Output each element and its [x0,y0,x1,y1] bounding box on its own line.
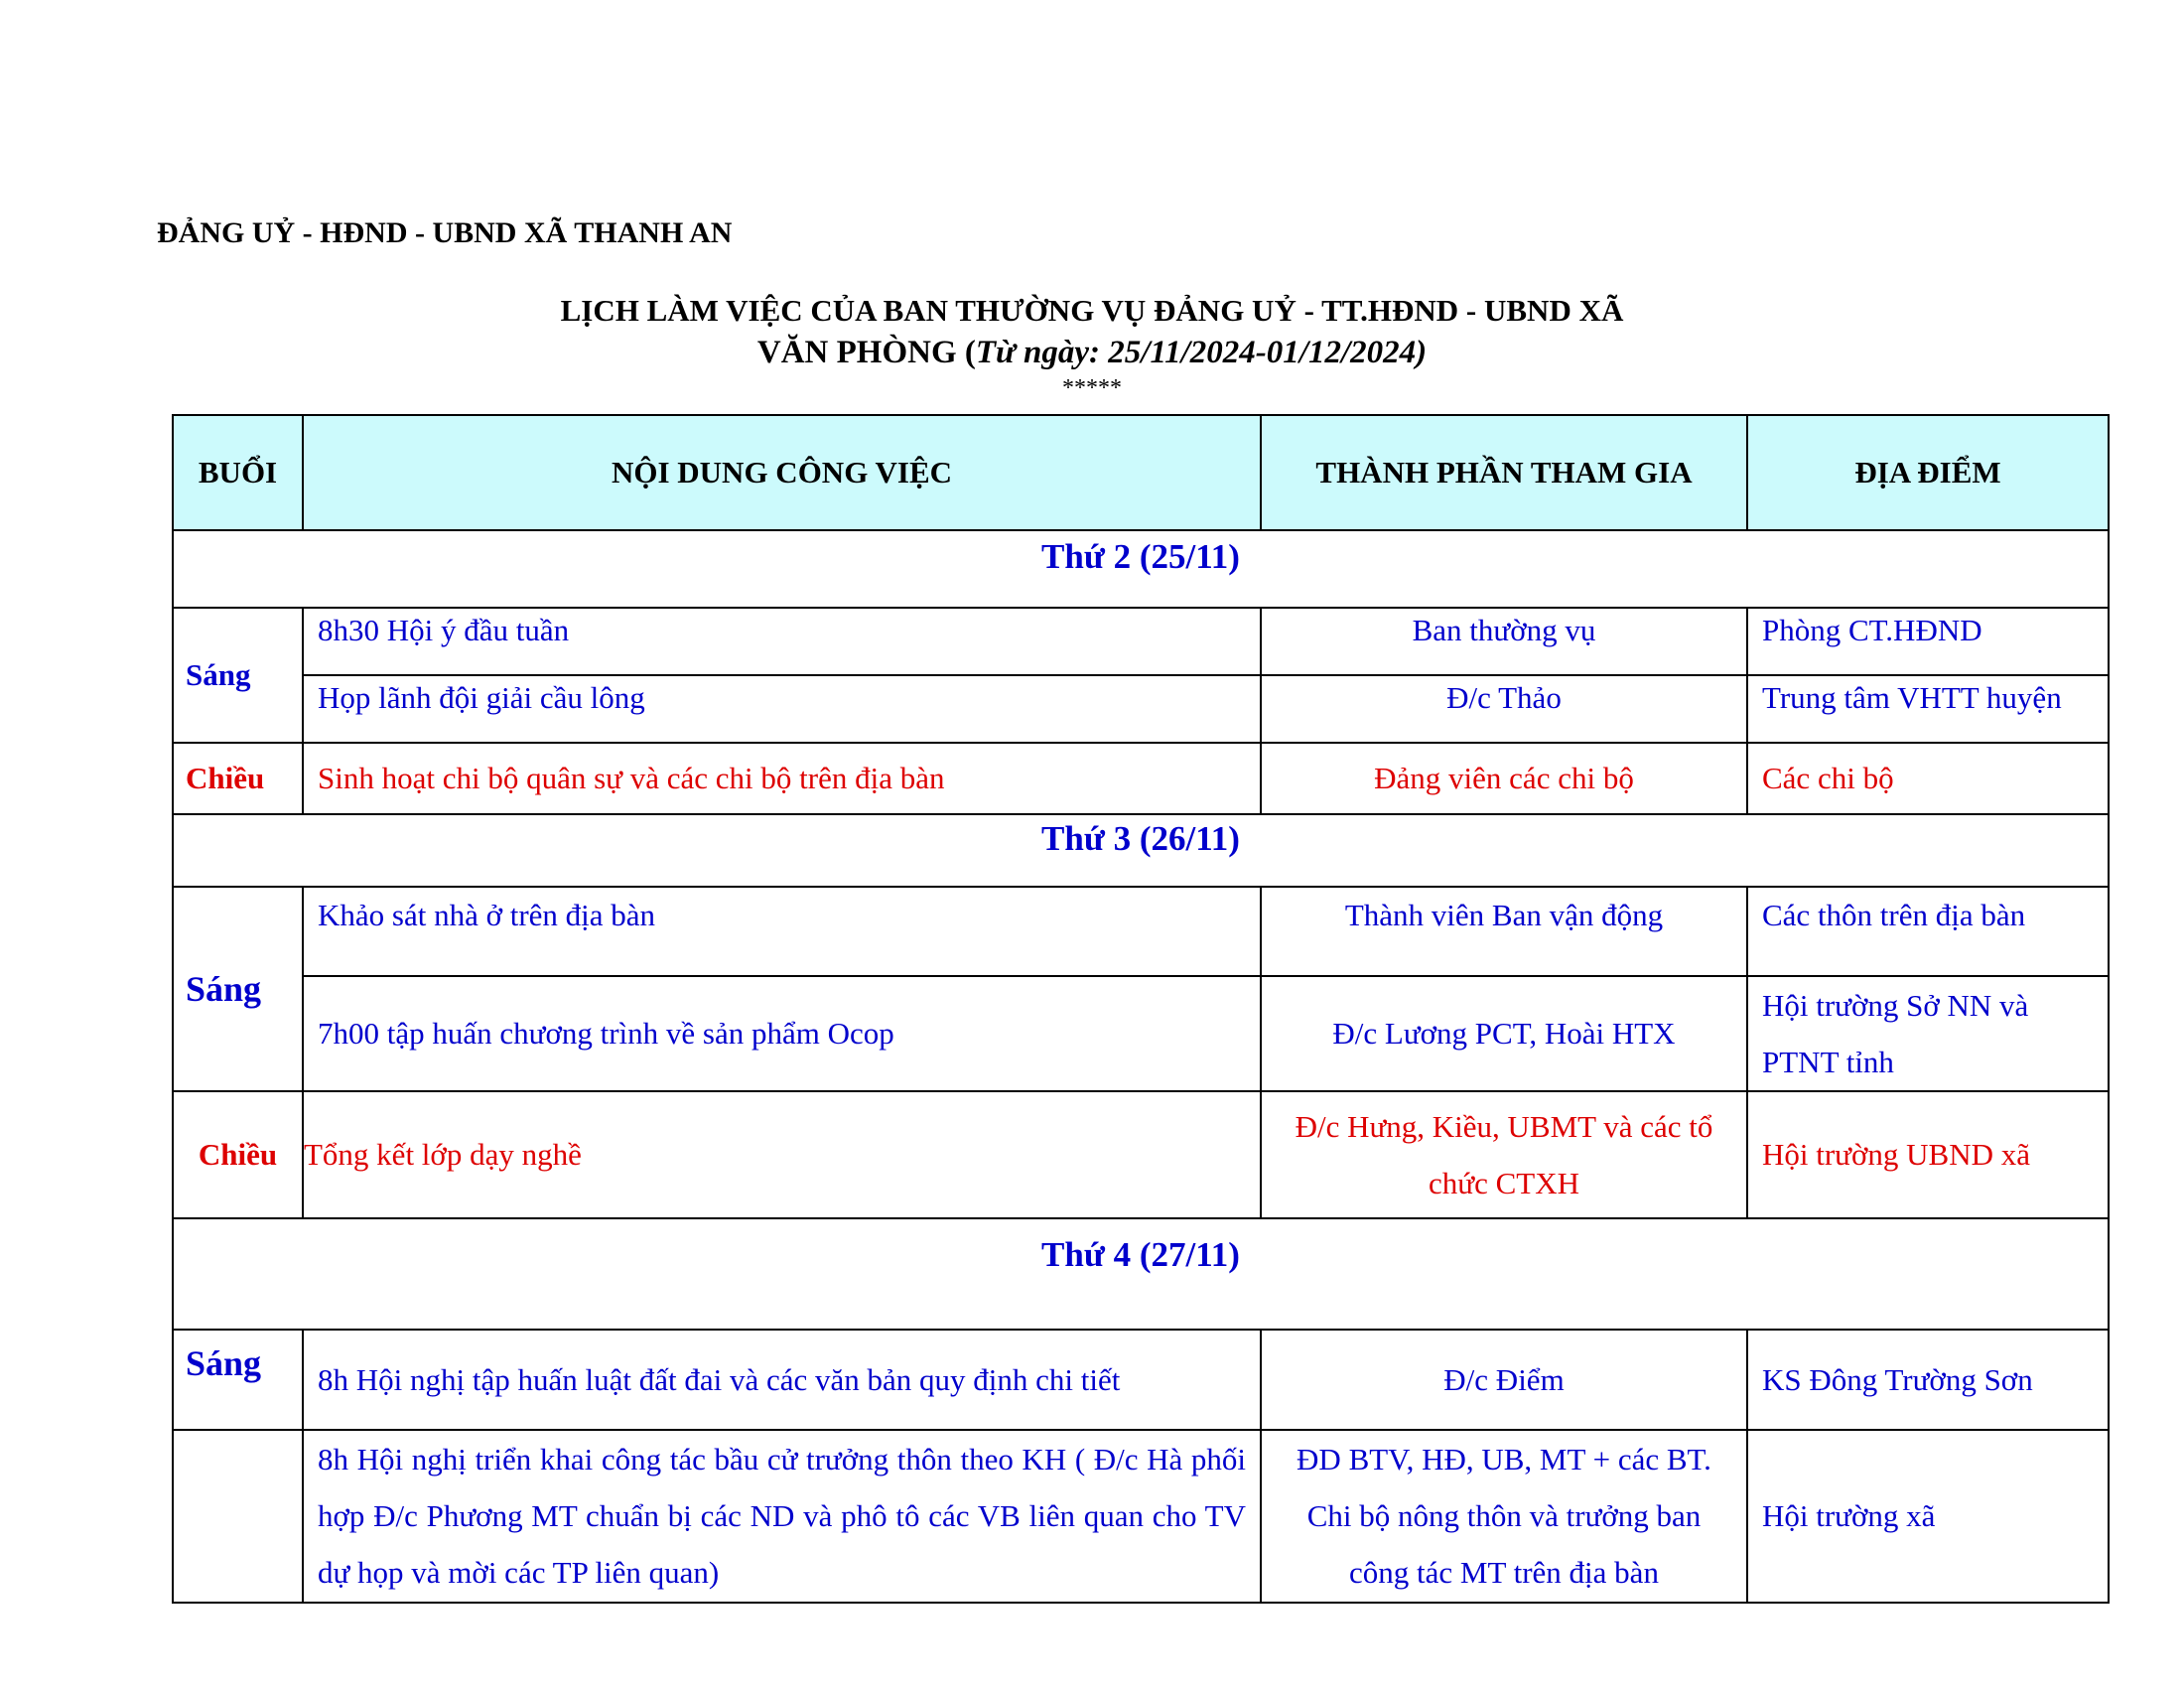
participants-cell: Đ/c Thảo [1261,675,1747,743]
content-cell: 7h00 tập huấn chương trình về sản phẩm Ocop [303,976,1261,1091]
location-cell: Hội trường UBND xã [1747,1091,2109,1218]
table-row [173,976,2109,1091]
participants-cell: Ban thường vụ [1261,608,1747,675]
table-row [173,1330,2109,1430]
column-header-session: BUỔI [173,415,303,530]
table-row [173,887,2109,976]
participants-cell: Đ/c Điểm [1261,1330,1747,1430]
day-row [173,530,2109,608]
session-cell: Chiều [173,1091,303,1218]
location-cell: Hội trường xã [1747,1430,2109,1603]
organization-header: ĐẢNG UỶ - HĐND - UBND XÃ THANH AN [157,216,733,249]
location-cell: Các chi bộ [1747,743,2109,814]
session-cell: Chiều [173,743,303,814]
content-cell: Họp lãnh đội giải cầu lông [303,675,1261,743]
table-row [173,675,2109,743]
day-label: Thứ 3 (26/11) [173,814,2109,887]
content-cell: 8h30 Hội ý đầu tuần [303,608,1261,675]
session-cell: Sáng [173,1330,303,1430]
location-cell: Phòng CT.HĐND [1747,608,2109,675]
table-row [173,1091,2109,1218]
location-cell: Trung tâm VHTT huyện [1747,675,2109,743]
day-row [173,1218,2109,1330]
column-header-content: NỘI DUNG CÔNG VIỆC [303,415,1261,530]
session-cell: Sáng [173,887,303,1091]
participants-cell: ĐD BTV, HĐ, UB, MT + các BT. Chi bộ nông thôn và trưởng ban công tác MT trên địa bàn [1261,1430,1747,1603]
session-cell: Sáng [173,608,303,743]
table-header-row [173,415,2109,530]
participants-cell: Đ/c Hưng, Kiều, UBMT và các tổ chức CTXH [1261,1091,1747,1218]
day-label: Thứ 2 (25/11) [173,530,2109,608]
column-header-location: ĐỊA ĐIỂM [1747,415,2109,530]
column-header-participants: THÀNH PHẦN THAM GIA [1261,415,1747,530]
document-subtitle [0,335,2184,371]
day-row [173,814,2109,887]
content-cell: Sinh hoạt chi bộ quân sự và các chi bộ trên địa bàn [303,743,1261,814]
day-label: Thứ 4 (27/11) [173,1218,2109,1330]
table-row [173,743,2109,814]
participants-cell: Thành viên Ban vận động [1261,887,1747,976]
document-title: LỊCH LÀM VIỆC CỦA BAN THƯỜNG VỤ ĐẢNG UỶ - TT.HĐND - UBND XÃ [560,293,1624,328]
table-row [173,608,2109,675]
content-cell: Tổng kết lớp dạy nghề [303,1091,1261,1218]
content-cell: Khảo sát nhà ở trên địa bàn [303,887,1261,976]
subtitle-prefix: VĂN PHÒNG ( [756,335,976,370]
location-cell: Các thôn trên địa bàn [1747,887,2109,976]
table-row [173,1430,2109,1603]
participants-cell: Đảng viên các chi bộ [1261,743,1747,814]
location-cell: KS Đông Trường Sơn [1747,1330,2109,1430]
participants-cell: Đ/c Lương PCT, Hoài HTX [1261,976,1747,1091]
schedule-table [172,414,2110,1604]
separator-stars: ***** [1062,375,1122,401]
location-cell: Hội trường Sở NN và PTNT tỉnh [1747,976,2109,1091]
empty-session-cell [173,1430,303,1603]
date-range: Từ ngày: 25/11/2024-01/12/2024) [975,335,1428,370]
content-cell: 8h Hội nghị triển khai công tác bầu cử trưởng thôn theo KH ( Đ/c Hà phối hợp Đ/c Phương MT chuẩn bị các ND và phô tô các VB liên quan cho TV dự họp và mời các TP liên quan) [303,1430,1261,1603]
content-cell: 8h Hội nghị tập huấn luật đất đai và các văn bản quy định chi tiết [303,1330,1261,1430]
